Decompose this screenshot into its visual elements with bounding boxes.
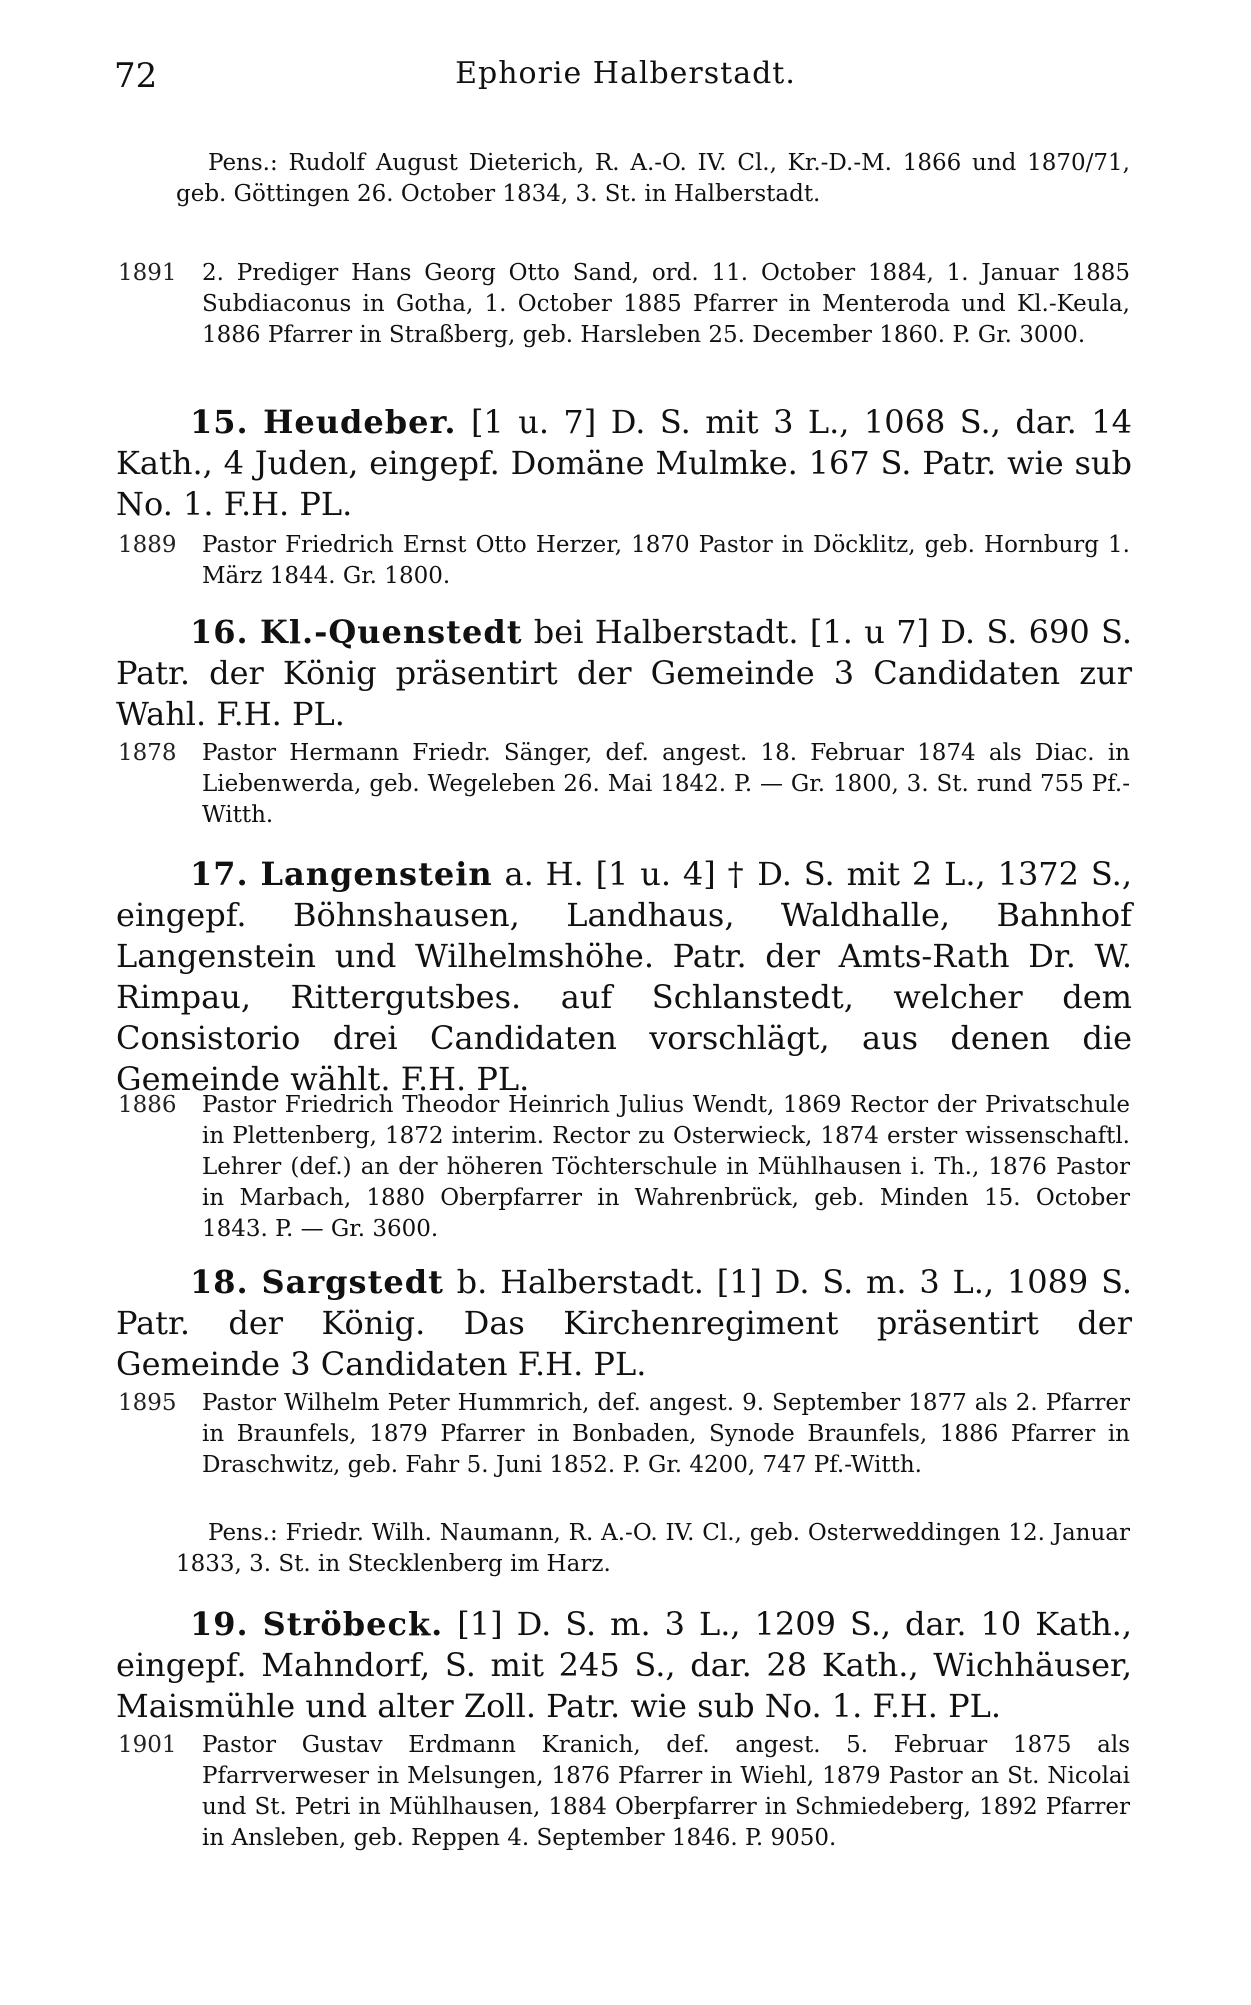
parish-name: Heudeber. [263,403,457,441]
parish-text: bei Halberstadt. [1. u 7] D. S. 690 S. Patr. der König präsentirt der Gemeinde 3 Candidaten zur Wahl. F.H. PL. [116,613,1133,733]
running-title: Ephorie Halberstadt. [455,56,796,91]
parish-name: Ströbeck. [262,1605,444,1643]
parish-number: 17. [190,855,249,893]
clergy-entry [118,1730,1130,1854]
entry-text: Pastor Hermann Friedr. Sänger, def. angest. 18. Februar 1874 als Diac. in Liebenwerda, geb. Wegeleben 26. Mai 1842. P. — Gr. 1800, 3. St. rund 755 Pf.-Witth. [202,740,1130,828]
page-number: 72 [114,56,158,96]
clergy-entry [118,530,1130,592]
parish-text: a. H. [1 u. 4] † D. S. mit 2 L., 1372 S., eingepf. Böhnshausen, Landhaus, Waldhalle, Bahnhof Langenstein und Wilhelmshöhe. Patr. der Amts-Rath Dr. W. Rimpau, Rittergutsbes. auf Schlanstedt, welcher dem Consistorio drei Candidaten vorschlägt, aus denen die Gemeinde wählt. F.H. PL. [116,855,1133,1098]
pension-note [176,1518,1130,1580]
clergy-entry [118,1090,1130,1245]
parish-name: Langenstein [260,855,493,893]
parish-heading [116,402,1132,525]
pension-note [176,148,1130,210]
pension-text: Pens.: Rudolf August Dieterich, R. A.-O. IV. Cl., Kr.-D.-M. 1866 und 1870/71, geb. Göttingen 26. October 1834, 3. St. in Halberstadt. [176,150,1130,207]
clergy-entry [118,738,1130,831]
parish-name: Sargstedt [261,1263,444,1301]
parish-heading [116,854,1132,1100]
entry-text: 2. Prediger Hans Georg Otto Sand, ord. 11. October 1884, 1. Januar 1885 Subdiaconus in Gotha, 1. October 1885 Pfarrer in Menteroda und Kl.-Keula, 1886 Pfarrer in Straßberg, geb. Harsleben 25. December 1860. P. Gr. 3000. [202,260,1130,348]
entry-year: 1891 [118,260,177,286]
parish-heading [116,1604,1132,1727]
entry-year: 1886 [118,1092,177,1118]
parish-text: [1 u. 7] D. S. mit 3 L., 1068 S., dar. 14 Kath., 4 Juden, eingepf. Domäne Mulmke. 167 S. Patr. wie sub No. 1. F.H. PL. [116,403,1133,523]
entry-year: 1878 [118,740,177,766]
parish-number: 19. [190,1605,249,1643]
clergy-entry [118,1388,1130,1481]
parish-heading [116,1262,1132,1385]
entry-text: Pastor Friedrich Ernst Otto Herzer, 1870 Pastor in Döcklitz, geb. Hornburg 1. März 1844. Gr. 1800. [202,532,1130,589]
entry-text: Pastor Friedrich Theodor Heinrich Julius Wendt, 1869 Rector der Privatschule in Plettenberg, 1872 interim. Rector zu Osterwieck, 1874 erster wissenschaftl. Lehrer (def.) an der höheren Töchterschule in Mühlhausen i. Th., 1876 Pastor in Marbach, 1880 Oberpfarrer in Wahrenbrück, geb. Minden 15. October 1843. P. — Gr. 3600. [202,1092,1130,1242]
entry-text: Pastor Wilhelm Peter Hummrich, def. angest. 9. September 1877 als 2. Pfarrer in Braunfels, 1879 Pfarrer in Bonbaden, Synode Braunfels, 1886 Pfarrer in Draschwitz, geb. Fahr 5. Juni 1852. P. Gr. 4200, 747 Pf.-Witth. [202,1390,1130,1478]
entry-year: 1889 [118,532,177,558]
clergy-entry [118,258,1130,351]
entry-year: 1895 [118,1390,177,1416]
parish-number: 15. [190,403,249,441]
parish-text: b. Halberstadt. [1] D. S. m. 3 L., 1089 S. Patr. der König. Das Kirchenregiment präsentirt der Gemeinde 3 Candidaten F.H. PL. [116,1263,1133,1383]
parish-heading [116,612,1132,735]
entry-year: 1901 [118,1732,177,1758]
parish-text: [1] D. S. m. 3 L., 1209 S., dar. 10 Kath., eingepf. Mahndorf, S. mit 245 S., dar. 28 Kath., Wichhäuser, Maismühle und alter Zoll. Patr. wie sub No. 1. F.H. PL. [116,1605,1133,1725]
entry-text: Pastor Gustav Erdmann Kranich, def. angest. 5. Februar 1875 als Pfarrverweser in Melsungen, 1876 Pfarrer in Wiehl, 1879 Pastor an St. Nicolai und St. Petri in Mühlhausen, 1884 Oberpfarrer in Schmiedeberg, 1892 Pfarrer in Ansleben, geb. Reppen 4. September 1846. P. 9050. [202,1732,1130,1851]
parish-name: Kl.-Quenstedt [260,613,523,651]
parish-number: 18. [190,1263,249,1301]
pension-text: Pens.: Friedr. Wilh. Naumann, R. A.-O. IV. Cl., geb. Osterweddingen 12. Januar 1833, 3. St. in Stecklenberg im Harz. [176,1520,1130,1577]
page-header [100,56,1151,96]
parish-number: 16. [190,613,249,651]
